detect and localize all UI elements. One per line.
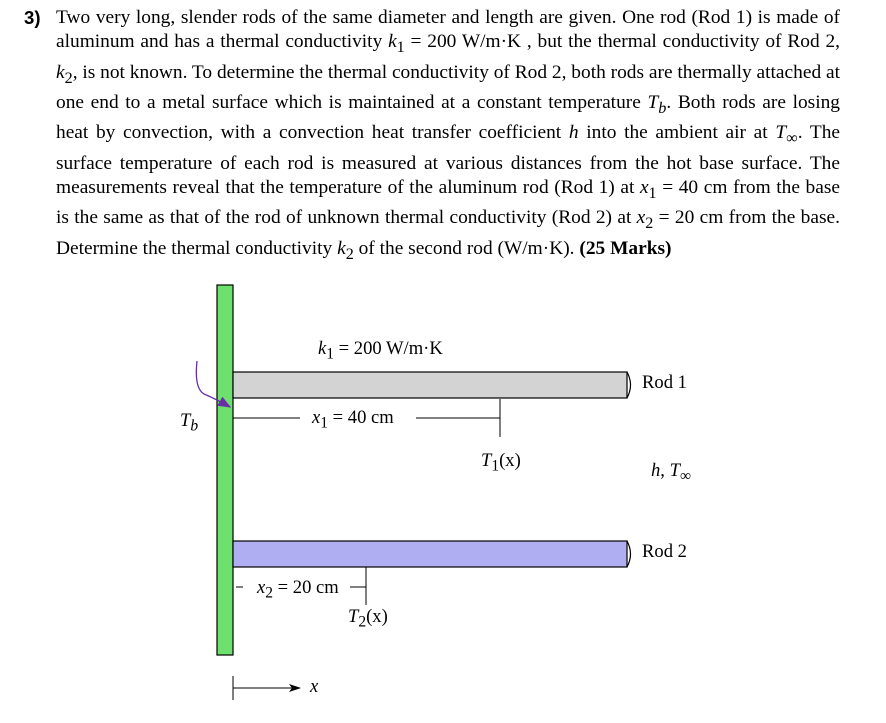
rod-1-label: Rod 1 [642,372,687,393]
subscript: 2 [345,245,354,263]
text-segment: . The surface temperature of each rod is measured at various distances from the hot base surface. The measurements reveal that the temperature of the aluminum rod (Rod 1) at [56,122,841,198]
t1-label: $T_1(x)$ [481,450,521,475]
convection-label: h, $T_\infty$ [651,460,691,485]
hot-wall [217,285,233,655]
marks: (25 Marks) [579,237,672,259]
subscript: 2 [645,215,654,233]
x2-label: $x_2 = 20$ cm [257,577,339,602]
symbol-x: x [639,176,649,198]
symbol-k: k [337,237,346,259]
tb-label: $T_b$ [180,410,199,435]
symbol-h: h [568,122,579,144]
text-segment: into the ambient air at [578,122,776,144]
rod-2-label: Rod 2 [642,541,687,562]
x1-label: $x_1 = 40$ cm [312,407,394,432]
question-number: 3) [24,7,41,28]
rod-2 [233,541,631,567]
text-segment: , is not known. To determine the thermal conductivity of Rod 2, both rods are thermally attached at one end to a metal surface which is maintained at a constant temperature [56,61,840,113]
text-segment: Two very long, slender rods of the same diameter and length are given. One rod (Rod 1) is made of aluminum and has a thermal conductivity [56,7,840,53]
t2-label: $T_2(x)$ [348,606,388,631]
subscript: ∞ [786,130,798,148]
text-segment: = 20 cm from the base. Determine the thermal conductivity [56,207,840,259]
symbol-t: T [775,122,787,144]
subscript: 1 [396,39,405,57]
text-segment: = 200 W/m·K , but the thermal conductivity of Rod 2, [404,31,840,53]
subscript: 1 [648,184,657,202]
subscript: 2 [64,69,73,87]
symbol-k: k [388,31,397,53]
text-segment: = 40 cm from the base is the same as that of the rod of unknown thermal conductivity (Rod 2) at [56,176,840,229]
rod-1 [233,372,631,398]
rod-2-body [233,541,627,567]
subscript: b [658,99,667,117]
text-segment: . Both rods are losing heat by convection, with a convection heat transfer coefficient [56,91,840,144]
x-axis-arrow [233,676,300,700]
k1-label: $k_1 = 200$ W/m·K [318,338,443,363]
rod-1-body [233,372,627,398]
symbol-x: x [636,207,646,229]
symbol-t: T [647,91,659,113]
symbol-k: k [56,61,65,83]
text-segment: of the second rod (W/m·K). [353,237,580,259]
x-axis-label: x [310,676,319,697]
